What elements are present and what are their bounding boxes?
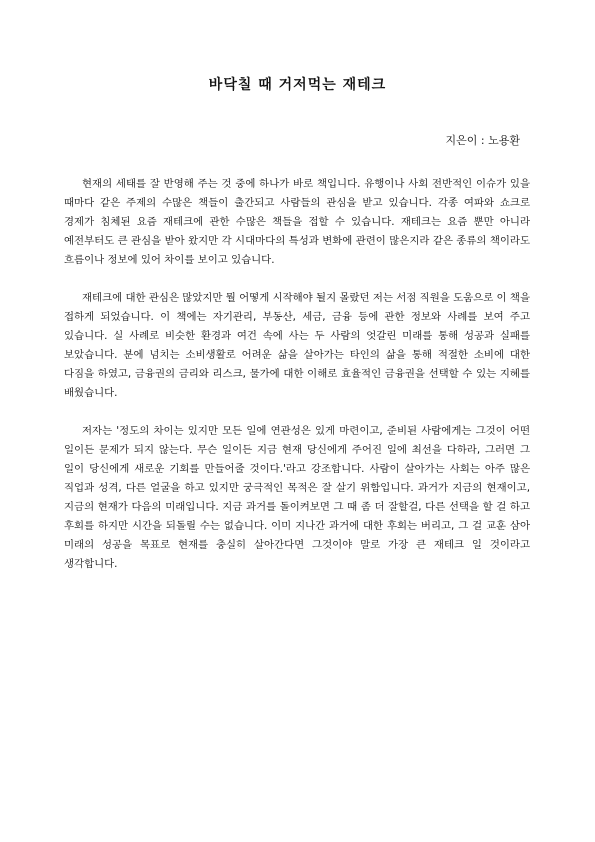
document-body <box>64 175 530 593</box>
paragraph-2: 재테크에 대한 관심은 많았지만 뭘 어떻게 시작해야 될지 몰랐던 저는 서점 직원을 도움으로 이 책을 접하게 되었습니다. 이 책에는 자기관리, 부동산, 세금, 금융 등에 관한 정보와 사례를 보여 주고 있습니다. 실 사례로 비슷한 환경과 여건 속에 사는 두 사람의 엇갈린 미래를 통해 성공과 실패를 보았습니다. 분에 넘치는 소비생활로 어려운 삶을 살아가는 타인의 삶을 통해 적절한 소비에 대한 다짐을 하였고, 금융권의 금리와 리스크, 물가에 대한 이해로 효율적인 금융권을 선택할 수 있는 지혜를 배웠습니다. <box>64 292 530 399</box>
paragraph-3: 저자는 '정도의 차이는 있지만 모든 일에 연관성은 있게 마련이고, 준비된 사람에게는 그것이 어떤 일이든 문제가 되지 않는다. 무슨 일이든 지금 현재 당신에게 주어진 일에 최선을 다하라, 그러면 그 일이 당신에게 새로운 기회를 만들어줄 것이다.'라고 강조합니다. 사람이 살아가는 사회는 아주 많은 직업과 성격, 다른 얼굴을 하고 있지만 궁극적인 목적은 잘 살기 위함입니다. 과거가 지금의 현재이고, 지금의 현재가 다음의 미래입니다. 지금 과거를 돌이켜보면 그 때 좀 더 잘할걸, 다른 선택을 할 걸 하고 후회를 하지만 시간을 되돌릴 수는 없습니다. 이미 지나간 과거에 대한 후회는 버리고, 그 걸 교훈 삼아 미래의 성공을 목표로 현재를 충실히 살아간다면 그것이야 말로 가장 큰 재테크 일 것이라고 생각합니다. <box>64 425 530 570</box>
document-title: 바닥칠 때 거저먹는 재테크 <box>208 77 387 93</box>
author-line: 지은이 : 노용환 <box>445 134 520 147</box>
paragraph-1: 현재의 세태를 잘 반영해 주는 것 중에 하나가 바로 책입니다. 유행이나 사회 전반적인 이슈가 있을 때마다 같은 주제의 수많은 책들이 출간되고 사람들의 관심을 받고 있습니다. 각종 여파와 쇼크로 경제가 침체된 요즘 재테크에 관한 수많은 책들을 접할 수 있습니다. 재테크는 요즘 뿐만 아니라 예전부터도 큰 관심을 받아 왔지만 각 시대마다의 특성과 변화에 관련이 많은지라 같은 종류의 책이라도 흐름이나 정보에 있어 차이를 보이고 있습니다. <box>64 178 530 266</box>
